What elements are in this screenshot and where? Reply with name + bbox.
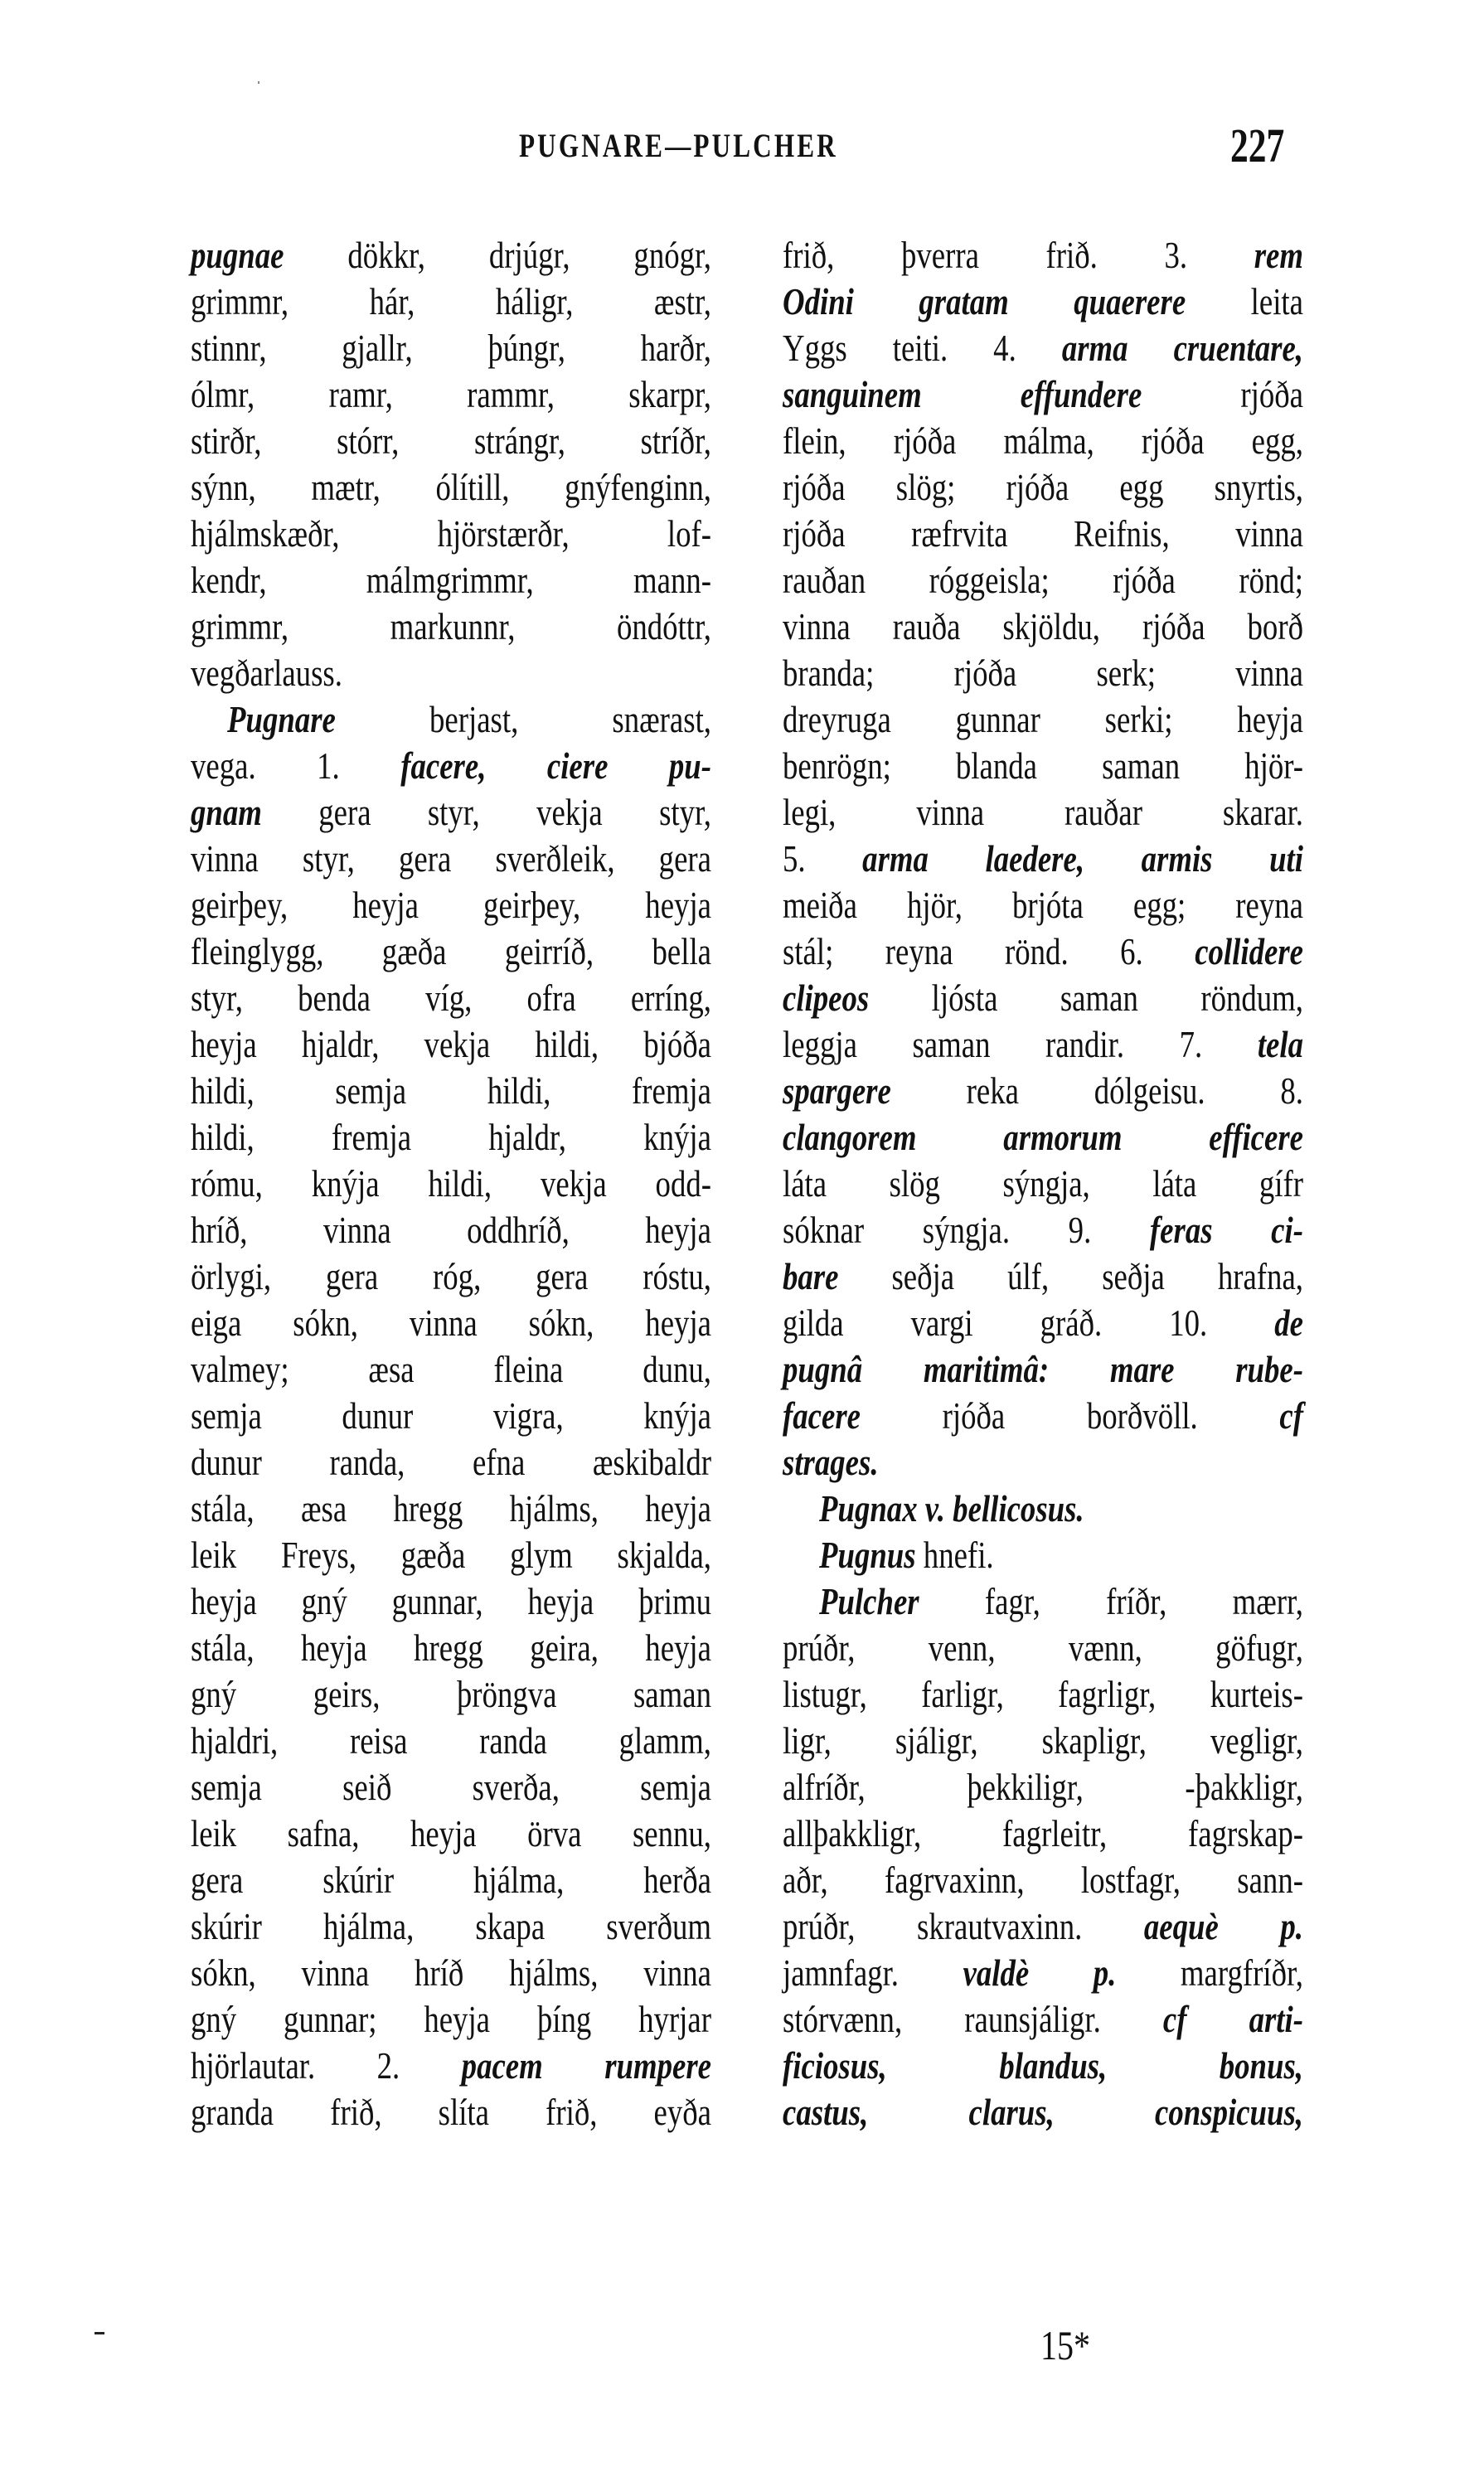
icelandic-text: semja seið sverða, semja xyxy=(191,1766,711,1808)
icelandic-text: gný gunnar; heyja þíng hyrjar xyxy=(191,1998,711,2040)
text-line xyxy=(191,371,711,418)
text-line-content xyxy=(191,1671,711,1718)
text-line xyxy=(191,1811,711,1857)
text-line-content xyxy=(191,1021,711,1068)
text-line xyxy=(191,1578,711,1625)
text-line xyxy=(191,1021,711,1068)
latin-term: clipeos xyxy=(783,977,870,1019)
text-line-content xyxy=(783,464,1303,511)
text-line xyxy=(783,1578,1303,1625)
text-line-content xyxy=(191,1300,711,1346)
text-line-content xyxy=(191,232,711,279)
text-line-content xyxy=(191,1253,711,1300)
text-line xyxy=(783,1532,1303,1578)
icelandic-text: rauðan róggeisla; rjóða rönd; xyxy=(783,559,1303,601)
text-line xyxy=(783,1671,1303,1718)
right-column xyxy=(783,232,1303,2136)
icelandic-text: leita xyxy=(1186,280,1303,322)
icelandic-text: jamnfagr. xyxy=(783,1951,963,1994)
text-line-content xyxy=(191,1625,711,1671)
text-line-content xyxy=(783,1300,1303,1346)
latin-term: cf xyxy=(1279,1394,1303,1437)
latin-term: pugnae xyxy=(191,234,284,276)
text-line-content xyxy=(191,1532,711,1578)
icelandic-text: dökkr, drjúgr, gnógr, xyxy=(284,234,712,276)
text-line xyxy=(783,1950,1303,1996)
text-line-content xyxy=(783,1068,1303,1114)
latin-term: strages. xyxy=(783,1441,879,1483)
text-line-content xyxy=(783,2043,1303,2089)
text-line-content xyxy=(783,1625,1303,1671)
text-line xyxy=(783,464,1303,511)
latin-term: collidere xyxy=(1195,930,1303,972)
text-line-content xyxy=(783,1671,1303,1718)
latin-term: Pugnus xyxy=(819,1534,916,1576)
text-line-content xyxy=(783,743,1303,789)
text-line xyxy=(191,1393,711,1439)
text-line-content xyxy=(191,650,711,696)
text-line-content xyxy=(191,371,711,418)
latin-term: sanguinem effundere xyxy=(783,373,1142,415)
text-line-content xyxy=(783,882,1303,928)
icelandic-text: geirþey, heyja geirþey, heyja xyxy=(191,884,711,926)
latin-term: spargere xyxy=(783,1069,891,1112)
icelandic-text: hildi, fremja hjaldr, knýja xyxy=(191,1116,711,1158)
latin-term: pacem rumpere xyxy=(461,2044,711,2087)
icelandic-text: allþakkligr, fagrleitr, fagrskap- xyxy=(783,1812,1303,1854)
text-line xyxy=(191,1068,711,1114)
text-line-content xyxy=(819,1578,1303,1625)
text-line xyxy=(783,604,1303,650)
text-line-content xyxy=(783,2089,1303,2136)
latin-term: de xyxy=(1274,1302,1303,1344)
icelandic-text: vega. 1. xyxy=(191,744,401,787)
icelandic-text: benrögn; blanda saman hjör- xyxy=(783,744,1303,787)
text-line-content xyxy=(191,2089,711,2136)
icelandic-text: rjóða ræfrvita Reifnis, vinna xyxy=(783,512,1303,555)
text-line-content xyxy=(783,1764,1303,1811)
text-line-content xyxy=(819,1486,1303,1532)
text-line xyxy=(191,1764,711,1811)
text-line xyxy=(191,325,711,371)
text-line xyxy=(191,789,711,836)
icelandic-text: 5. xyxy=(783,837,863,880)
text-line xyxy=(191,1857,711,1903)
page-number: 227 xyxy=(1230,119,1285,172)
text-line xyxy=(783,1764,1303,1811)
text-line xyxy=(783,1300,1303,1346)
text-line xyxy=(783,882,1303,928)
text-line-content xyxy=(191,1439,711,1486)
icelandic-text: gera skúrir hjálma, herða xyxy=(191,1859,711,1901)
text-line-content xyxy=(191,1903,711,1950)
text-line xyxy=(191,604,711,650)
text-line-content xyxy=(191,1857,711,1903)
text-line xyxy=(783,1346,1303,1393)
icelandic-text: prúðr, venn, vænn, göfugr, xyxy=(783,1626,1303,1669)
latin-term: bare xyxy=(783,1255,839,1297)
text-line-content xyxy=(191,836,711,882)
icelandic-text: rjóða xyxy=(1142,373,1303,415)
text-line-content xyxy=(783,1903,1303,1950)
text-line xyxy=(783,1486,1303,1532)
latin-term: Pugnax v. bellicosus. xyxy=(819,1487,1084,1530)
icelandic-text: rjóða borðvöll. xyxy=(860,1394,1280,1437)
text-line xyxy=(191,2089,711,2136)
text-line-content xyxy=(783,1114,1303,1161)
text-line xyxy=(783,232,1303,279)
text-line xyxy=(191,1718,711,1764)
icelandic-text: granda frið, slíta frið, eyða xyxy=(191,2091,711,2133)
text-line-content xyxy=(783,511,1303,557)
latin-term: ficiosus, blandus, bonus, xyxy=(783,2044,1303,2087)
icelandic-text: hildi, semja hildi, fremja xyxy=(191,1069,711,1112)
icelandic-text: stála, æsa hregg hjálms, heyja xyxy=(191,1487,711,1530)
icelandic-text: vinna rauða skjöldu, rjóða borð xyxy=(783,605,1303,647)
text-line xyxy=(783,418,1303,464)
text-line xyxy=(783,511,1303,557)
text-line xyxy=(783,1068,1303,1114)
icelandic-text: legi, vinna rauðar skarar. xyxy=(783,791,1303,833)
icelandic-text: berjast, snærast, xyxy=(335,698,711,740)
latin-term: castus, clarus, conspicuus, xyxy=(783,2091,1303,2133)
text-line xyxy=(191,743,711,789)
text-line-content xyxy=(783,1393,1303,1439)
text-line xyxy=(191,1161,711,1207)
text-line xyxy=(783,1161,1303,1207)
text-line-content xyxy=(191,1161,711,1207)
text-line-content xyxy=(783,1811,1303,1857)
icelandic-text: vinna styr, gera sverðleik, gera xyxy=(191,837,711,880)
latin-term: tela xyxy=(1257,1023,1303,1065)
text-line-content xyxy=(783,325,1303,371)
text-line xyxy=(191,836,711,882)
text-line-content xyxy=(191,1718,711,1764)
icelandic-text: dreyruga gunnar serki; heyja xyxy=(783,698,1303,740)
icelandic-text: leik Freys, gæða glym skjalda, xyxy=(191,1534,711,1576)
text-line-content xyxy=(783,1161,1303,1207)
text-line-content xyxy=(783,604,1303,650)
text-line xyxy=(191,1253,711,1300)
text-line xyxy=(783,557,1303,604)
text-line xyxy=(191,232,711,279)
icelandic-text: hríð, vinna oddhríð, heyja xyxy=(191,1209,711,1251)
latin-term: clangorem armorum efficere xyxy=(783,1116,1303,1158)
text-line-content xyxy=(783,1346,1303,1393)
icelandic-text: stirðr, stórr, strángr, stríðr, xyxy=(191,419,711,462)
text-line-content xyxy=(783,1718,1303,1764)
icelandic-text: styr, benda víg, ofra erríng, xyxy=(191,977,711,1019)
icelandic-text: aðr, fagrvaxinn, lostfagr, sann- xyxy=(783,1859,1303,1901)
icelandic-text: prúðr, skrautvaxinn. xyxy=(783,1905,1144,1947)
icelandic-text: sókn, vinna hríð hjálms, vinna xyxy=(191,1951,711,1994)
icelandic-text: seðja úlf, seðja hrafna, xyxy=(838,1255,1303,1297)
text-line xyxy=(783,928,1303,975)
icelandic-text: stála, heyja hregg geira, heyja xyxy=(191,1626,711,1669)
latin-term: facere xyxy=(783,1394,861,1437)
latin-term: valdè p. xyxy=(963,1951,1117,1994)
text-line-content xyxy=(191,511,711,557)
icelandic-text: ólmr, ramr, rammr, skarpr, xyxy=(191,373,711,415)
text-line-content xyxy=(783,418,1303,464)
text-line-content xyxy=(191,1764,711,1811)
text-line-content xyxy=(783,650,1303,696)
text-line-content xyxy=(783,975,1303,1021)
text-line-content xyxy=(783,1207,1303,1253)
icelandic-text: eiga sókn, vinna sókn, heyja xyxy=(191,1302,711,1344)
icelandic-text: láta slög sýngja, láta gífr xyxy=(783,1162,1303,1205)
text-line-content xyxy=(783,1950,1303,1996)
text-line-content xyxy=(191,1811,711,1857)
latin-term: pugnâ maritimâ: mare rube- xyxy=(783,1348,1303,1390)
text-line-content xyxy=(783,789,1303,836)
latin-term: arma cruentare, xyxy=(1061,327,1303,369)
text-line-content xyxy=(783,1253,1303,1300)
latin-term: cf arti- xyxy=(1162,1998,1303,2040)
text-line xyxy=(191,975,711,1021)
text-line-content xyxy=(783,928,1303,975)
text-line xyxy=(191,1114,711,1161)
text-line xyxy=(191,1207,711,1253)
icelandic-text: sóknar sýngja. 9. xyxy=(783,1209,1150,1251)
text-line-content xyxy=(191,279,711,325)
signature-mark: 15* xyxy=(1040,2322,1090,2368)
text-line xyxy=(783,789,1303,836)
text-line-content xyxy=(191,975,711,1021)
icelandic-text: leik safna, heyja örva sennu, xyxy=(191,1812,711,1854)
text-line-content xyxy=(783,1021,1303,1068)
text-line xyxy=(783,650,1303,696)
text-line-content xyxy=(191,604,711,650)
scan-mark xyxy=(95,2332,104,2334)
text-line xyxy=(783,2043,1303,2089)
text-line-content xyxy=(191,325,711,371)
icelandic-text: örlygi, gera róg, gera róstu, xyxy=(191,1255,711,1297)
text-line xyxy=(783,1393,1303,1439)
text-line-content xyxy=(191,882,711,928)
text-line xyxy=(783,1625,1303,1671)
text-line-content xyxy=(191,928,711,975)
icelandic-text: kendr, málmgrimmr, mann- xyxy=(191,559,711,601)
icelandic-text: fagr, fríðr, mærr, xyxy=(919,1580,1303,1622)
icelandic-text: Yggs teiti. 4. xyxy=(783,327,1062,369)
icelandic-text: margfríðr, xyxy=(1116,1951,1303,1994)
text-line-content xyxy=(783,232,1303,279)
text-line-content xyxy=(191,1950,711,1996)
text-line-content xyxy=(783,1996,1303,2043)
text-line xyxy=(191,557,711,604)
text-line-content xyxy=(191,557,711,604)
icelandic-text: heyja hjaldr, vekja hildi, bjóða xyxy=(191,1023,711,1065)
icelandic-text: vegðarlauss. xyxy=(191,652,342,694)
running-head: PUGNARE—PULCHER xyxy=(519,127,838,164)
text-line xyxy=(783,371,1303,418)
text-line-content xyxy=(191,464,711,511)
text-line-content xyxy=(227,696,711,743)
icelandic-text: hjálmskæðr, hjörstærðr, lof- xyxy=(191,512,711,555)
text-line-content xyxy=(191,1346,711,1393)
text-line xyxy=(191,1903,711,1950)
icelandic-text: heyja gný gunnar, heyja þrimu xyxy=(191,1580,711,1622)
icelandic-text: gera styr, vekja styr, xyxy=(261,791,711,833)
text-line xyxy=(783,1253,1303,1300)
icelandic-text: sýnn, mætr, ólítill, gnýfenginn, xyxy=(191,466,711,508)
icelandic-text: semja dunur vigra, knýja xyxy=(191,1394,711,1437)
text-line xyxy=(783,836,1303,882)
icelandic-text: hjörlautar. 2. xyxy=(191,2044,462,2087)
latin-term: aequè p. xyxy=(1143,1905,1303,1947)
icelandic-text: stórvænn, raunsjáligr. xyxy=(783,1998,1163,2040)
text-line-content xyxy=(783,1439,1303,1486)
latin-term: facere, ciere pu- xyxy=(400,744,711,787)
icelandic-text: gilda vargi gráð. 10. xyxy=(783,1302,1275,1344)
icelandic-text: gný geirs, þröngva saman xyxy=(191,1673,711,1715)
text-line xyxy=(783,1021,1303,1068)
text-line-content xyxy=(191,1068,711,1114)
scan-speck xyxy=(258,81,259,84)
latin-term: gnam xyxy=(191,791,262,833)
text-line-content xyxy=(191,789,711,836)
text-line xyxy=(783,1903,1303,1950)
icelandic-text: grimmr, hár, háligr, æstr, xyxy=(191,280,711,322)
icelandic-text: hnefi. xyxy=(915,1534,994,1576)
text-line xyxy=(783,1996,1303,2043)
text-line-content xyxy=(819,1532,1303,1578)
text-line xyxy=(191,1346,711,1393)
text-line xyxy=(783,1857,1303,1903)
text-line xyxy=(191,2043,711,2089)
text-line xyxy=(191,650,711,696)
text-line xyxy=(191,418,711,464)
text-line xyxy=(191,1950,711,1996)
icelandic-text: dunur randa, efna æskibaldr xyxy=(191,1441,711,1483)
text-line-content xyxy=(191,743,711,789)
text-line-content xyxy=(191,418,711,464)
text-line xyxy=(783,279,1303,325)
latin-term: Pugnare xyxy=(227,698,336,740)
text-line xyxy=(191,1996,711,2043)
icelandic-text: rómu, knýja hildi, vekja odd- xyxy=(191,1162,711,1205)
icelandic-text: alfríðr, þekkiligr, -þakkligr, xyxy=(783,1766,1303,1808)
text-line xyxy=(191,882,711,928)
latin-term: Pulcher xyxy=(819,1580,919,1622)
text-line-content xyxy=(783,696,1303,743)
text-line-content xyxy=(783,371,1303,418)
icelandic-text: stál; reyna rönd. 6. xyxy=(783,930,1195,972)
text-line-content xyxy=(783,836,1303,882)
text-line xyxy=(191,1625,711,1671)
text-line-content xyxy=(191,1996,711,2043)
icelandic-text: reka dólgeisu. 8. xyxy=(890,1069,1303,1112)
icelandic-text: fleinglygg, gæða geirríð, bella xyxy=(191,930,711,972)
text-line-content xyxy=(191,1486,711,1532)
text-line xyxy=(191,464,711,511)
text-line xyxy=(783,325,1303,371)
icelandic-text: branda; rjóða serk; vinna xyxy=(783,652,1303,694)
latin-term: rem xyxy=(1254,234,1303,276)
icelandic-text: hjaldri, reisa randa glamm, xyxy=(191,1719,711,1762)
text-line xyxy=(783,2089,1303,2136)
text-line-content xyxy=(191,1393,711,1439)
icelandic-text: listugr, farligr, fagrligr, kurteis- xyxy=(783,1673,1303,1715)
icelandic-text: meiða hjör, brjóta egg; reyna xyxy=(783,884,1303,926)
icelandic-text: stinnr, gjallr, þúngr, harðr, xyxy=(191,327,711,369)
text-line-content xyxy=(191,1207,711,1253)
icelandic-text: skúrir hjálma, skapa sverðum xyxy=(191,1905,711,1947)
text-line xyxy=(783,1718,1303,1764)
icelandic-text: frið, þverra frið. 3. xyxy=(783,234,1254,276)
text-line-content xyxy=(783,279,1303,325)
latin-term: arma laedere, armis uti xyxy=(862,837,1303,880)
icelandic-text: rjóða slög; rjóða egg snyrtis, xyxy=(783,466,1303,508)
text-line-content xyxy=(191,1114,711,1161)
text-line xyxy=(783,1439,1303,1486)
icelandic-text: ligr, sjáligr, skapligr, vegligr, xyxy=(783,1719,1303,1762)
icelandic-text: leggja saman randir. 7. xyxy=(783,1023,1258,1065)
text-line xyxy=(783,1811,1303,1857)
icelandic-text: valmey; æsa fleina dunu, xyxy=(191,1348,711,1390)
text-line xyxy=(191,1486,711,1532)
text-line-content xyxy=(783,557,1303,604)
text-line xyxy=(783,1114,1303,1161)
text-line xyxy=(191,1671,711,1718)
text-line-content xyxy=(191,2043,711,2089)
text-line xyxy=(783,1207,1303,1253)
text-line xyxy=(783,696,1303,743)
latin-term: feras ci- xyxy=(1149,1209,1303,1251)
text-line-content xyxy=(783,1857,1303,1903)
text-line xyxy=(191,1300,711,1346)
left-column xyxy=(191,232,711,2136)
icelandic-text: grimmr, markunnr, öndóttr, xyxy=(191,605,711,647)
text-line xyxy=(191,511,711,557)
text-line xyxy=(191,696,711,743)
text-line xyxy=(783,975,1303,1021)
latin-term: Odini gratam quaerere xyxy=(783,280,1186,322)
icelandic-text: flein, rjóða málma, rjóða egg, xyxy=(783,419,1303,462)
text-line xyxy=(783,743,1303,789)
text-line xyxy=(191,1439,711,1486)
text-line-content xyxy=(191,1578,711,1625)
text-line xyxy=(191,279,711,325)
text-line xyxy=(191,1532,711,1578)
icelandic-text: ljósta saman röndum, xyxy=(869,977,1303,1019)
text-line xyxy=(191,928,711,975)
